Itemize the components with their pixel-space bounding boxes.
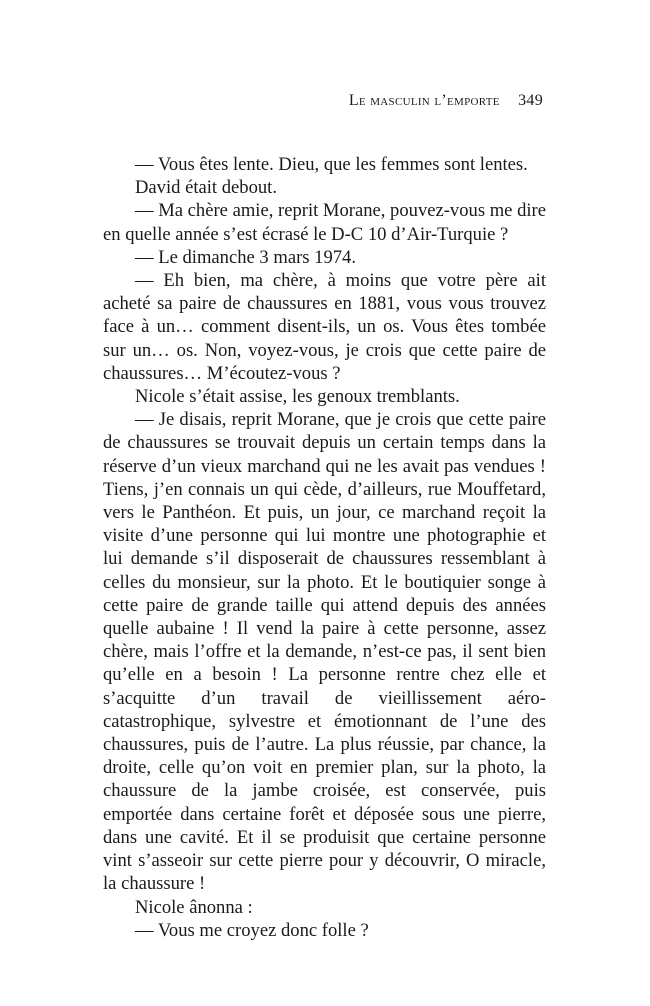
paragraph: Nicole ânonna : xyxy=(135,896,253,918)
body-text xyxy=(103,153,546,942)
paragraph: — Vous me croyez donc folle ? xyxy=(135,919,369,941)
page-number: 349 xyxy=(518,92,543,109)
paragraph: — Ma chère amie, reprit Morane, pouvez-vous me dire en quelle année s’est écrasé le D-C 10 d’Air-Turquie ? xyxy=(103,200,546,245)
paragraph: — Vous êtes lente. Dieu, que les femmes sont lentes. xyxy=(135,154,528,175)
running-header xyxy=(349,92,543,110)
paragraph: — Eh bien, ma chère, à moins que votre père ait acheté sa paire de chaussures en 1881, vous vous trouvez face à un… comment disent-ils, un os. Vous êtes tombée sur un… os. Non, voyez-vous, je crois que cette paire de chaussures… M’écoutez-vous ? xyxy=(103,270,546,384)
paragraph: — Je disais, reprit Morane, que je crois que cette paire de chaussures se trouvait depuis un certain temps dans la réserve d’un vieux marchand qui ne les avait pas vendues ! Tiens, j’en connais un qui cède, d’ailleurs, rue Mouffetard, vers le Panthéon. Et puis, un jour, ce marchand reçoit la visite d’une personne qui lui montre une photographie et lui demande s’il disposerait de chaussures ressemblant à celles du monsieur, sur la photo. Et le boutiquier songe à cette paire de grande taille qui attend depuis des années quelle aubaine ! Il vend la paire à cette personne, assez chère, mais l’offre et la demande, n’est-ce pas, il sent bien qu’elle en a besoin ! La personne rentre chez elle et s’acquitte d’un travail de vieillissement aéro-catastrophique, sylvestre et émotionnant de l’une des chaussures, puis de l’autre. La plus réussie, par chance, la droite, celle qu’on voit en premier plan, sur la photo, la chaussure de la jambe croisée, est conservée, puis emportée dans certaine forêt et déposée sous une pierre, dans une cavité. Et il se produisit que certaine personne vint s’asseoir sur cette pierre pour y découvrir, O miracle, la chaussure ! xyxy=(103,409,546,895)
running-title: Le masculin l’emporte xyxy=(348,92,500,109)
paragraph: — Le dimanche 3 mars 1974. xyxy=(135,246,357,268)
paragraph: Nicole s’était assise, les genoux tremblants. xyxy=(135,386,460,408)
paragraph: David était debout. xyxy=(135,177,277,199)
